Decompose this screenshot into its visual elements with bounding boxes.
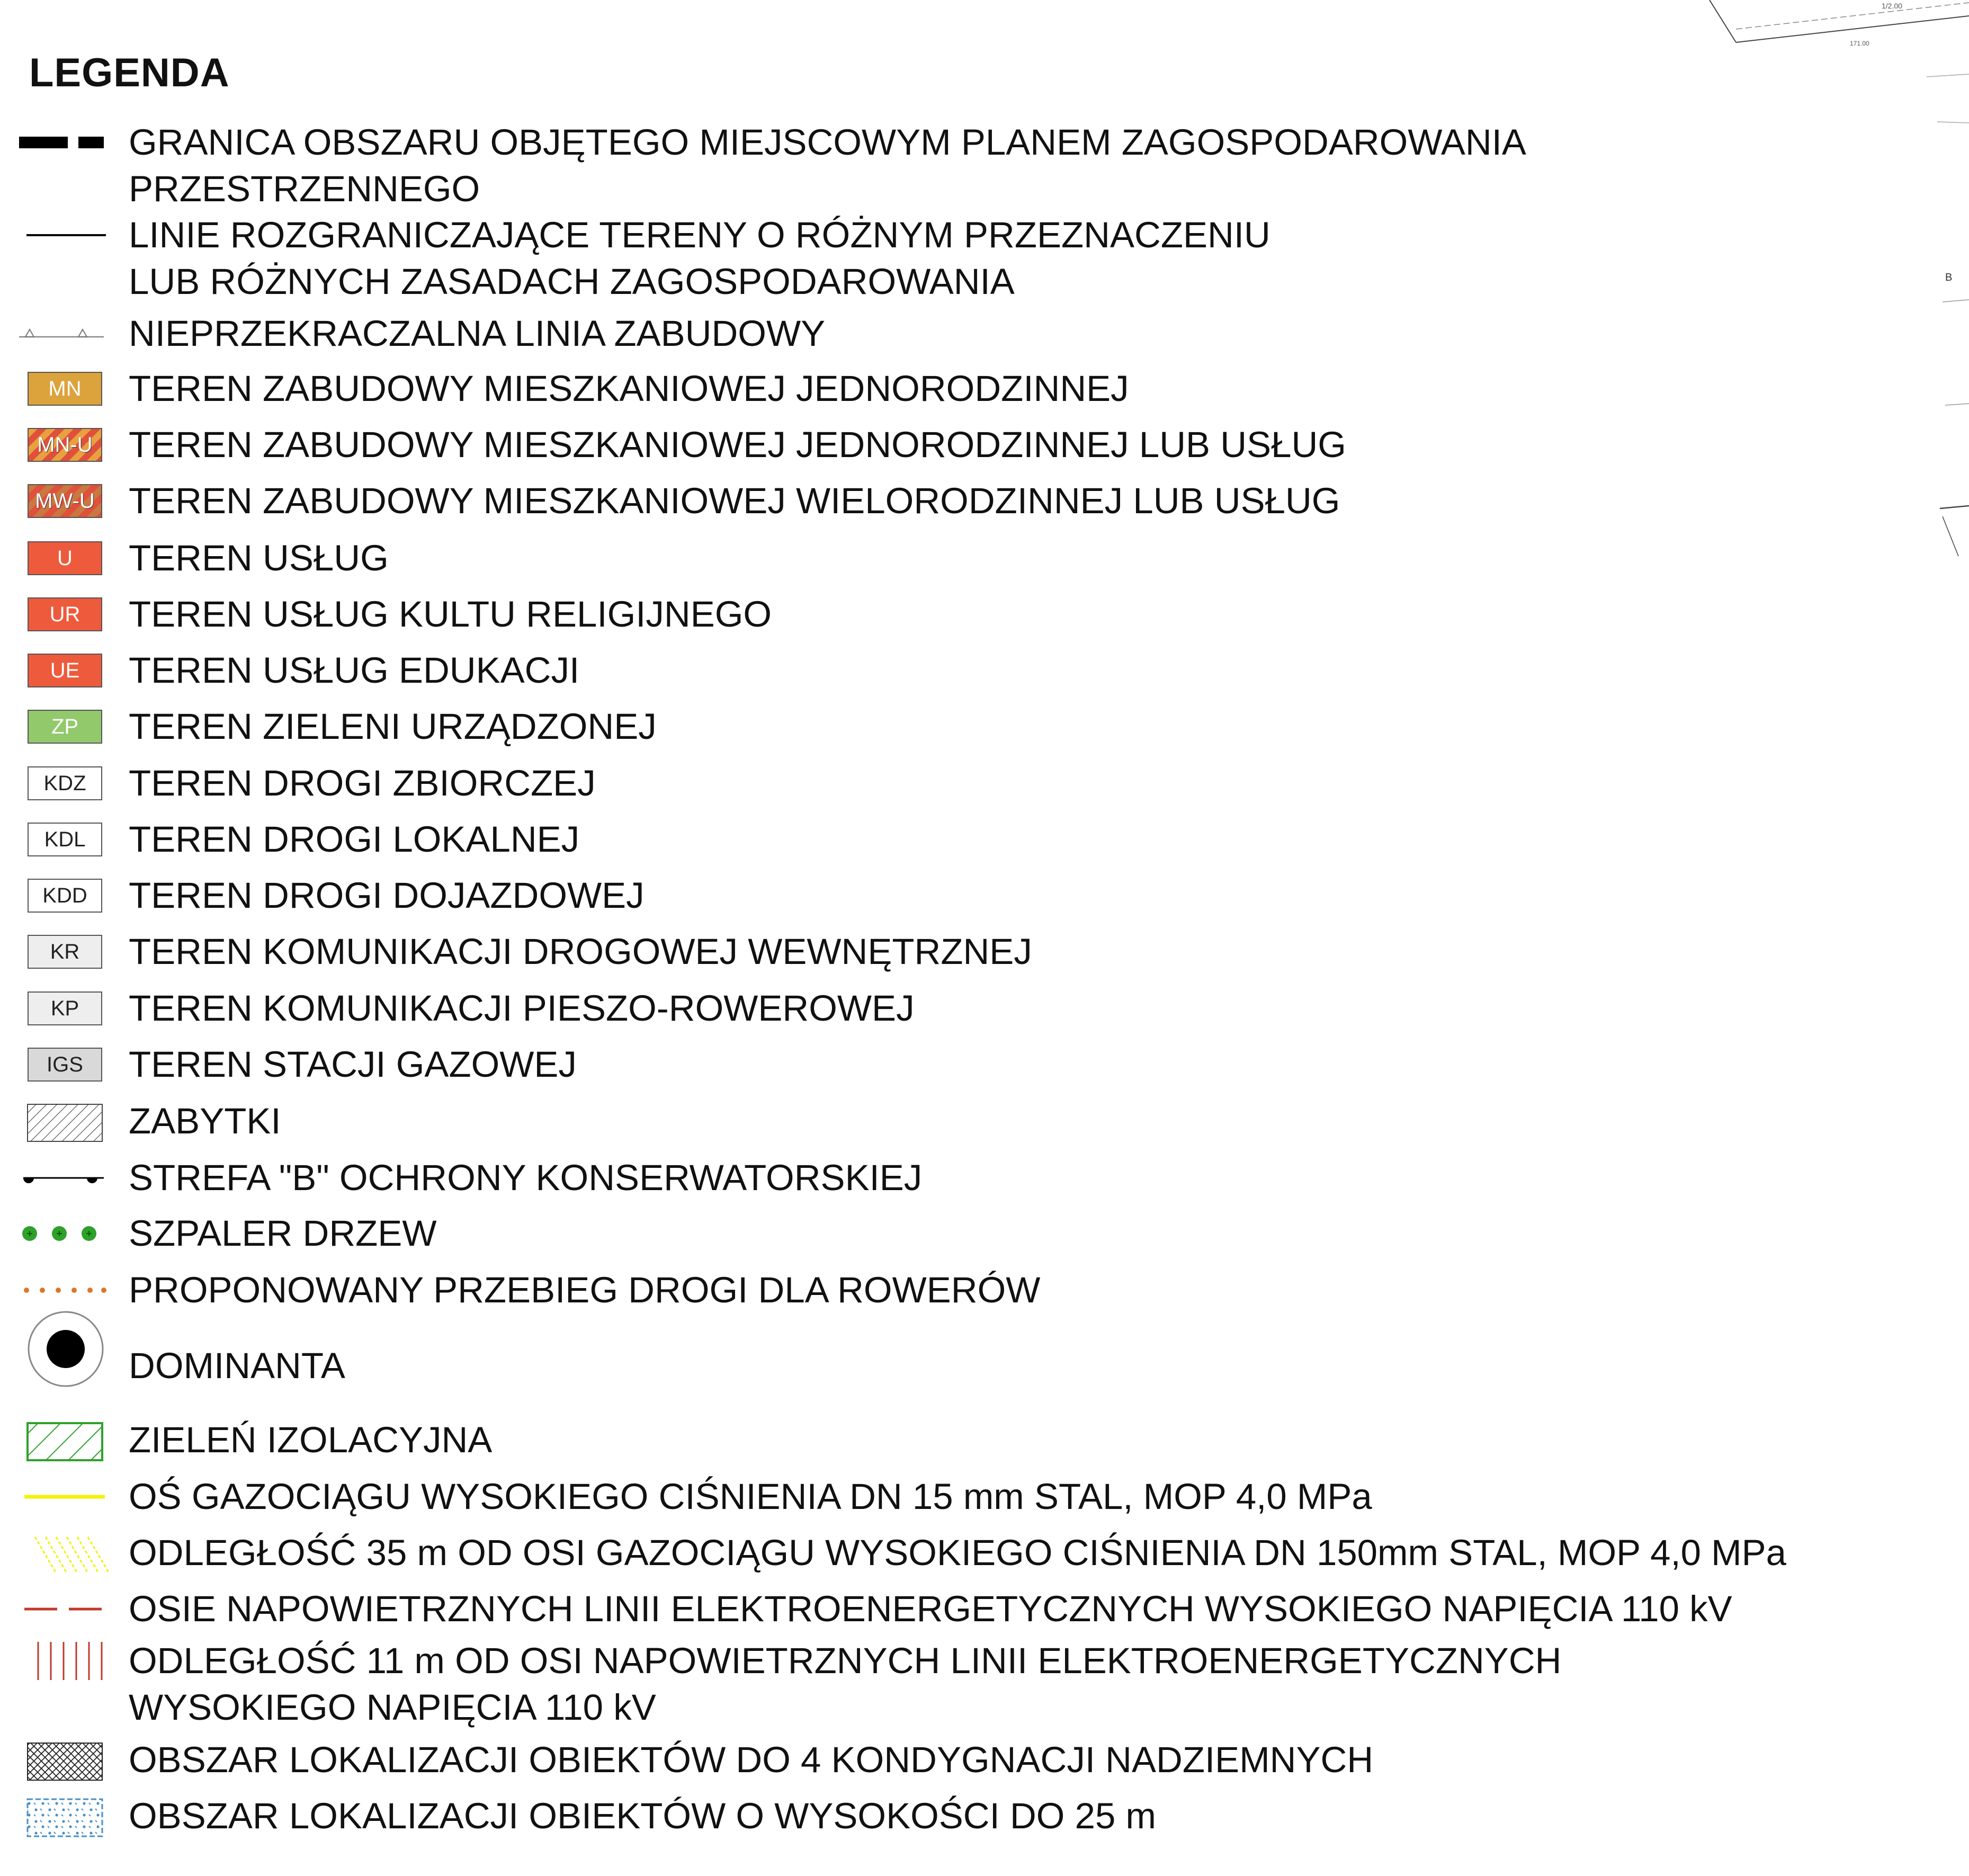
legend-label: OŚ GAZOCIĄGU WYSOKIEGO CIŚNIENIA DN 15 mm STAL, MOP 4,0 MPa bbox=[129, 1476, 1372, 1517]
legend-symbol-mn bbox=[28, 372, 102, 406]
legend-item bbox=[0, 1267, 1969, 1314]
legend-label: ZABYTKI bbox=[129, 1101, 281, 1141]
legend-label: SZPALER DRZEW bbox=[129, 1213, 437, 1254]
legend-label: TEREN STACJI GAZOWEJ bbox=[129, 1044, 577, 1085]
legend-label: TEREN ZABUDOWY MIESZKANIOWEJ WIELORODZINNEJ LUB USŁUG bbox=[129, 480, 1340, 521]
legend-symbol-mn-u bbox=[28, 428, 102, 462]
legend-symbol-triangle-line bbox=[19, 312, 109, 359]
legend-item bbox=[0, 760, 1969, 807]
map-label-2: 171.00 bbox=[1850, 40, 1869, 47]
legend-code: UE bbox=[50, 658, 80, 682]
legend-code: U bbox=[57, 546, 73, 570]
legend-item bbox=[0, 872, 1969, 919]
legend-label: ODLEGŁOŚĆ 35 m OD OSI GAZOCIĄGU WYSOKIEGO CIŚNIENIA DN 150mm STAL, MOP 4,0 MPa bbox=[129, 1532, 1787, 1573]
legend-code: KP bbox=[50, 996, 79, 1020]
legend-symbol-kdd bbox=[28, 879, 102, 913]
legend-symbol-u bbox=[28, 541, 102, 575]
legend-item bbox=[0, 212, 1969, 305]
legend-code: KDZ bbox=[43, 771, 86, 795]
legend-code: KDL bbox=[44, 827, 86, 851]
legend-code: MW-U bbox=[35, 489, 95, 513]
legend-label: TEREN DROGI ZBIORCZEJ bbox=[129, 763, 596, 803]
legend-item bbox=[0, 1098, 1969, 1145]
legend-item bbox=[0, 1417, 1969, 1463]
legend-label: TEREN DROGI LOKALNEJ bbox=[129, 819, 580, 860]
legend-label: NIEPRZEKRACZALNA LINIA ZABUDOWY bbox=[129, 313, 826, 354]
legend-symbol-kr bbox=[28, 935, 102, 969]
legend-label: TEREN USŁUG KULTU RELIGIJNEGO bbox=[129, 594, 772, 635]
legend-symbol-thin-line bbox=[19, 214, 109, 261]
legend-title: LEGENDA bbox=[29, 50, 230, 95]
legend-item bbox=[0, 1530, 1969, 1576]
legend-label: TEREN USŁUG bbox=[129, 538, 389, 578]
legend-symbol-red-dashed bbox=[19, 1588, 109, 1634]
legend-label: TEREN ZABUDOWY MIESZKANIOWEJ JEDNORODZINNEJ bbox=[129, 368, 1129, 409]
legend-item bbox=[0, 703, 1969, 750]
legend-item bbox=[0, 591, 1969, 638]
legend-symbol-ue bbox=[28, 654, 102, 687]
legend-label: ODLEGŁOŚĆ 11 m OD OSI NAPOWIETRZNYCH LINII ELEKTROENERGETYCZNYCH bbox=[129, 1640, 1562, 1681]
map-fragment bbox=[1704, 0, 1969, 583]
legend-symbol-zp bbox=[28, 710, 102, 744]
legend-item bbox=[0, 1737, 1969, 1783]
legend-item bbox=[0, 1473, 1969, 1520]
legend-item bbox=[0, 1638, 1969, 1731]
legend-item bbox=[0, 119, 1969, 212]
legend-label: TEREN ZIELENI URZĄDZONEJ bbox=[129, 706, 657, 747]
legend-label: LINIE ROZGRANICZAJĄCE TERENY O RÓŻNYM PRZEZNACZENIU bbox=[129, 215, 1270, 255]
legend-symbol-orange-dots bbox=[19, 1269, 109, 1316]
legend-label: TEREN KOMUNIKACJI DROGOWEJ WEWNĘTRZNEJ bbox=[129, 931, 1032, 972]
legend-symbol-kdl bbox=[28, 823, 102, 856]
legend-symbol-dot-line bbox=[19, 1157, 109, 1203]
legend-symbol-green-dots bbox=[19, 1212, 109, 1259]
map-label-3: B bbox=[1945, 272, 1953, 283]
legend-label: DOMINANTA bbox=[129, 1345, 345, 1386]
legend-symbol-red-verticals bbox=[19, 1640, 109, 1686]
legend-symbol-igs bbox=[28, 1048, 102, 1082]
legend-item bbox=[0, 478, 1969, 524]
legend-label: WYSOKIEGO NAPIĘCIA 110 kV bbox=[129, 1687, 656, 1728]
legend-label: LUB RÓŻNYCH ZASADACH ZAGOSPODAROWANIA bbox=[129, 261, 1015, 302]
legend-item bbox=[0, 928, 1969, 975]
legend-label: GRANICA OBSZARU OBJĘTEGO MIEJSCOWYM PLANEM ZAGOSPODAROWANIA bbox=[129, 122, 1526, 163]
legend-symbol-yellow-line bbox=[19, 1476, 109, 1522]
legend-code: MN bbox=[48, 377, 82, 400]
legend-label: PROPONOWANY PRZEBIEG DROGI DLA ROWERÓW bbox=[129, 1270, 1041, 1310]
legend-symbol-mw-u bbox=[28, 484, 102, 518]
legend-code: UR bbox=[49, 602, 80, 626]
legend-item bbox=[0, 365, 1969, 412]
map-label-1: 1/2.00 bbox=[1882, 2, 1902, 10]
legend-symbol-dominant bbox=[19, 1328, 109, 1402]
legend-label: TEREN DROGI DOJAZDOWEJ bbox=[129, 875, 645, 916]
legend-item bbox=[0, 1210, 1969, 1257]
legend-item bbox=[0, 422, 1969, 468]
legend-item bbox=[0, 310, 1969, 357]
legend-item bbox=[0, 1155, 1969, 1201]
legend-item bbox=[0, 1586, 1969, 1632]
legend-item bbox=[0, 1343, 1969, 1389]
legend-item bbox=[0, 985, 1969, 1032]
legend-item bbox=[0, 647, 1969, 694]
legend-symbol-crosshatch bbox=[19, 1739, 109, 1785]
legend-symbol-hatch bbox=[19, 1100, 109, 1147]
legend-symbol-blue-dots bbox=[19, 1795, 109, 1842]
legend-symbol-thick-dashed-line bbox=[19, 121, 109, 168]
legend-label: OBSZAR LOKALIZACJI OBIEKTÓW DO 4 KONDYGNACJI NADZIEMNYCH bbox=[129, 1739, 1374, 1780]
legend-label: TEREN KOMUNIKACJI PIESZO-ROWEROWEJ bbox=[129, 988, 915, 1029]
legend-code: ZP bbox=[51, 714, 79, 738]
legend-symbol-kdz bbox=[28, 766, 102, 800]
legend-label: OBSZAR LOKALIZACJI OBIEKTÓW O WYSOKOŚCI DO 25 m bbox=[129, 1795, 1157, 1836]
legend-symbol-kp bbox=[28, 991, 102, 1025]
legend-label: ZIELEŃ IZOLACYJNA bbox=[129, 1419, 493, 1460]
legend-item bbox=[0, 816, 1969, 863]
legend-symbol-yellow-hatch bbox=[19, 1532, 109, 1578]
legend-item bbox=[0, 1041, 1969, 1088]
legend-code: KR bbox=[50, 940, 80, 963]
legend-label: TEREN ZABUDOWY MIESZKANIOWEJ JEDNORODZINNEJ LUB USŁUG bbox=[129, 424, 1346, 465]
legend-item bbox=[0, 1793, 1969, 1839]
legend-label: TEREN USŁUG EDUKACJI bbox=[129, 650, 580, 691]
legend-item bbox=[0, 535, 1969, 582]
legend-code: MN-U bbox=[37, 433, 93, 457]
legend-symbol-green-hatch bbox=[19, 1419, 109, 1466]
legend-label: PRZESTRZENNEGO bbox=[129, 168, 480, 209]
legend-symbol-ur bbox=[28, 597, 102, 631]
legend-label: OSIE NAPOWIETRZNYCH LINII ELEKTROENERGETYCZNYCH WYSOKIEGO NAPIĘCIA 110 kV bbox=[129, 1588, 1732, 1629]
legend-code: IGS bbox=[47, 1052, 83, 1076]
legend-code: KDD bbox=[42, 883, 87, 907]
legend-label: STREFA "B" OCHRONY KONSERWATORSKIEJ bbox=[129, 1157, 923, 1198]
